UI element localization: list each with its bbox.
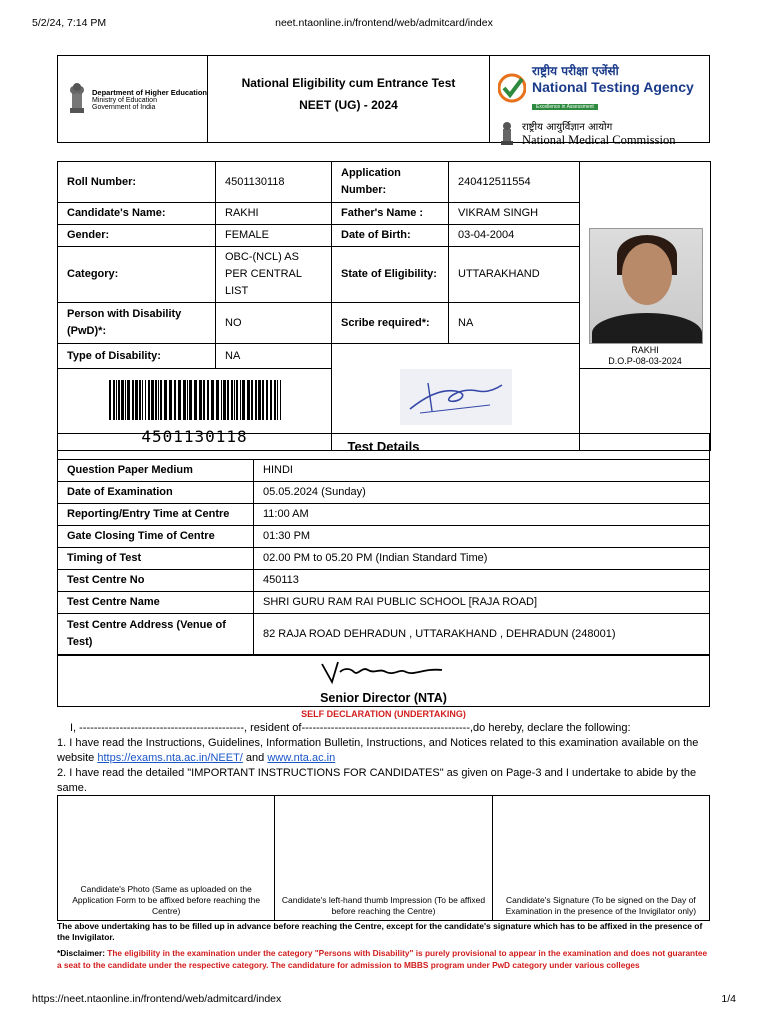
print-datetime: 5/2/24, 7:14 PM [32, 17, 107, 29]
self-declaration [57, 708, 710, 796]
photo-affix-box [58, 796, 275, 920]
nta-tagline: Excellence in Assessment [532, 104, 598, 110]
test-label: Test Centre Address (Venue of Test) [58, 614, 254, 655]
barcode-bar [164, 380, 167, 420]
barcode-bar [247, 380, 250, 420]
father-label: Father's Name : [332, 203, 449, 225]
test-label: Date of Examination [58, 482, 254, 504]
scribe-label: Scribe required*: [332, 303, 449, 344]
exam-title-block [208, 56, 490, 142]
name-label: Candidate's Name: [58, 203, 216, 225]
declaration-heading: SELF DECLARATION (UNDERTAKING) [301, 709, 466, 719]
barcode-bar [221, 380, 222, 420]
barcode-bar [155, 380, 157, 420]
barcode-bar [174, 380, 176, 420]
barcode-number: 4501130118 [141, 427, 248, 446]
category-value: OBC-(NCL) AS PER CENTRAL LIST [216, 247, 332, 303]
barcode-bar [234, 380, 235, 420]
admit-card-header [57, 55, 710, 147]
signature-affix-box [493, 796, 709, 920]
barcode-bar [148, 380, 150, 420]
nta-site-link[interactable]: www.nta.ac.in [267, 752, 336, 764]
barcode-bar [118, 380, 120, 420]
barcode-bar [227, 380, 229, 420]
photo-name: RAKHI [631, 345, 659, 355]
barcode-bar [194, 380, 197, 420]
barcode-bar [242, 380, 245, 420]
state-value: UTTARAKHAND [449, 247, 580, 303]
test-value: 05.05.2024 (Sunday) [254, 482, 710, 504]
test-label: Gate Closing Time of Centre [58, 526, 254, 548]
table-row [58, 482, 710, 504]
nmc-emblem-icon [498, 121, 516, 147]
declaration-point-2: 2. I have read the detailed "IMPORTANT INSTRUCTIONS FOR CANDIDATES" as given on Page-3 and I undertake to abide by the same. [57, 767, 697, 794]
roll-barcode [109, 380, 281, 420]
barcode-bar [251, 380, 253, 420]
roll-label: Roll Number: [58, 162, 216, 203]
director-signature-image [314, 658, 454, 688]
govt-name: Government of India [92, 103, 156, 111]
test-label: Test Centre No [58, 570, 254, 592]
footer-url: https://neet.ntaonline.in/frontend/web/admitcard/index [32, 993, 282, 1005]
barcode-bar [211, 380, 214, 420]
table-row [58, 460, 710, 482]
table-row [58, 504, 710, 526]
affix-boxes [57, 795, 710, 921]
exam-subtitle: NEET (UG) - 2024 [299, 98, 398, 112]
gender-value: FEMALE [216, 225, 332, 247]
barcode-bar [139, 380, 141, 420]
dhe-name: Department of Higher Education [92, 87, 208, 97]
barcode-bar [158, 380, 159, 420]
test-label: Timing of Test [58, 548, 254, 570]
barcode-bar [203, 380, 205, 420]
browser-footer [32, 993, 736, 1007]
declaration-point-1 [57, 736, 710, 766]
candidate-details-table [57, 161, 711, 451]
barcode-bar [142, 380, 143, 420]
barcode-bar [216, 380, 219, 420]
barcode-bar [183, 380, 186, 420]
barcode-bar [231, 380, 233, 420]
barcode-bar [236, 380, 238, 420]
table-row [58, 592, 710, 614]
thumb-affix-box [275, 796, 492, 920]
barcode-bar [223, 380, 226, 420]
signature-affix-caption: Candidate's Signature (To be signed on the Day of Examination in the presence of the Invigilator only) [505, 895, 697, 916]
app-label: Application Number: [332, 162, 449, 203]
nta-nmc-block [490, 56, 709, 147]
table-row [58, 570, 710, 592]
test-value: 02.00 PM to 05.20 PM (Indian Standard Time) [254, 548, 710, 570]
table-row [58, 162, 711, 203]
exam-title: National Eligibility cum Entrance Test [241, 76, 456, 90]
app-value: 240412511554 [449, 162, 580, 203]
test-value: 01:30 PM [254, 526, 710, 548]
test-label: Question Paper Medium [58, 460, 254, 482]
barcode-bar [127, 380, 130, 420]
pwd-value: NO [216, 303, 332, 344]
gender-label: Gender: [58, 225, 216, 247]
undertaking-note: The above undertaking has to be filled up in advance before reaching the Centre, except for the candidate's signature which has to be affixed in the presence of the Invigilator. [57, 921, 703, 942]
barcode-bar [160, 380, 162, 420]
nta-hindi-name: राष्ट्रीय परीक्षा एजेंसी [532, 64, 619, 78]
barcode-bar [145, 380, 146, 420]
disability-value: NA [216, 344, 332, 369]
barcode-bar [277, 380, 278, 420]
barcode-bar [280, 380, 281, 420]
test-details-title: Test Details [57, 433, 710, 459]
nta-neet-link[interactable]: https://exams.nta.ac.in/NEET/ [97, 752, 243, 764]
state-label: State of Eligibility: [332, 247, 449, 303]
disclaimer-note [57, 947, 710, 971]
print-url: neet.ntaonline.in/frontend/web/admitcard/index [275, 17, 493, 29]
nta-logo-icon [498, 73, 526, 103]
point1-text: 1. I have read the Instructions, Guidelines, Information Bulletin, Instructions, and Notices related to this examination available on the website [57, 737, 699, 764]
disclaimer-text: The eligibility in the examination under the category "Persons with Disability" is purely provisional to appear in the examination and does not guarantee a seat to the candidate under the respective category. The candidature for admission to MBBS program under PwD category under various colleges [57, 948, 708, 970]
barcode-bar [189, 380, 192, 420]
director-title: Senior Director (NTA) [320, 691, 447, 705]
test-label: Reporting/Entry Time at Centre [58, 504, 254, 526]
barcode-bar [109, 380, 111, 420]
father-value: VIKRAM SINGH [449, 203, 580, 225]
table-row [58, 526, 710, 548]
barcode-bar [178, 380, 181, 420]
barcode-bar [113, 380, 115, 420]
barcode-bar [258, 380, 261, 420]
browser-header [32, 17, 736, 31]
barcode-bar [116, 380, 117, 420]
category-label: Category: [58, 247, 216, 303]
barcode-bar [262, 380, 264, 420]
barcode-bar [151, 380, 154, 420]
candidate-photo [589, 228, 703, 344]
barcode-bar [169, 380, 172, 420]
barcode-bar [240, 380, 241, 420]
ministry-name: Ministry of Education [92, 96, 157, 104]
test-value: 82 RAJA ROAD DEHRADUN , UTTARAKHAND , DEHRADUN (248001) [254, 614, 710, 655]
scribe-value: NA [449, 303, 580, 344]
candidate-signature-image [400, 369, 512, 425]
nta-english-name: National Testing Agency [532, 79, 694, 95]
declaration-line: I, ---------------------------------------------, resident of----------------------------------------------,do hereby, declare the following: [70, 722, 631, 734]
barcode-bar [135, 380, 138, 420]
roll-value: 4501130118 [216, 162, 332, 203]
test-details-table [57, 459, 710, 655]
dob-value: 03-04-2004 [449, 225, 580, 247]
barcode-bar [125, 380, 126, 420]
barcode-bar [121, 380, 124, 420]
barcode-bar [270, 380, 272, 420]
name-value: RAKHI [216, 203, 332, 225]
pwd-label: Person with Disability (PwD)*: [58, 303, 216, 344]
barcode-bar [274, 380, 276, 420]
dhe-logo-block [58, 56, 208, 142]
test-value: 450113 [254, 570, 710, 592]
barcode-bar [199, 380, 202, 420]
table-row [58, 548, 710, 570]
page-number: 1/4 [721, 993, 736, 1005]
thumb-affix-caption: Candidate's left-hand thumb Impression (To be affixed before reaching the Centre) [281, 895, 486, 916]
candidate-photo-cell [580, 162, 711, 369]
nmc-english-name: National Medical Commission [522, 133, 676, 147]
test-value: HINDI [254, 460, 710, 482]
dob-label: Date of Birth: [332, 225, 449, 247]
director-signature-block [57, 655, 710, 707]
photo-date: D.O.P-08-03-2024 [608, 356, 682, 366]
nmc-hindi-name: राष्ट्रीय आयुर्विज्ञान आयोग [522, 122, 613, 133]
test-value: SHRI GURU RAM RAI PUBLIC SCHOOL [RAJA ROAD] [254, 592, 710, 614]
barcode-bar [187, 380, 188, 420]
table-row [58, 614, 710, 655]
barcode-bar [255, 380, 257, 420]
ashoka-emblem-icon [66, 82, 88, 116]
test-label: Test Centre Name [58, 592, 254, 614]
point1-and: and [242, 752, 268, 764]
disclaimer-key: *Disclaimer: [57, 948, 108, 958]
barcode-bar [207, 380, 209, 420]
photo-affix-caption: Candidate's Photo (Same as uploaded on the Application Form to be affixed before reaching the Centre) [72, 884, 261, 916]
disability-label: Type of Disability: [58, 344, 216, 369]
barcode-bar [132, 380, 134, 420]
test-value: 11:00 AM [254, 504, 710, 526]
barcode-bar [266, 380, 268, 420]
